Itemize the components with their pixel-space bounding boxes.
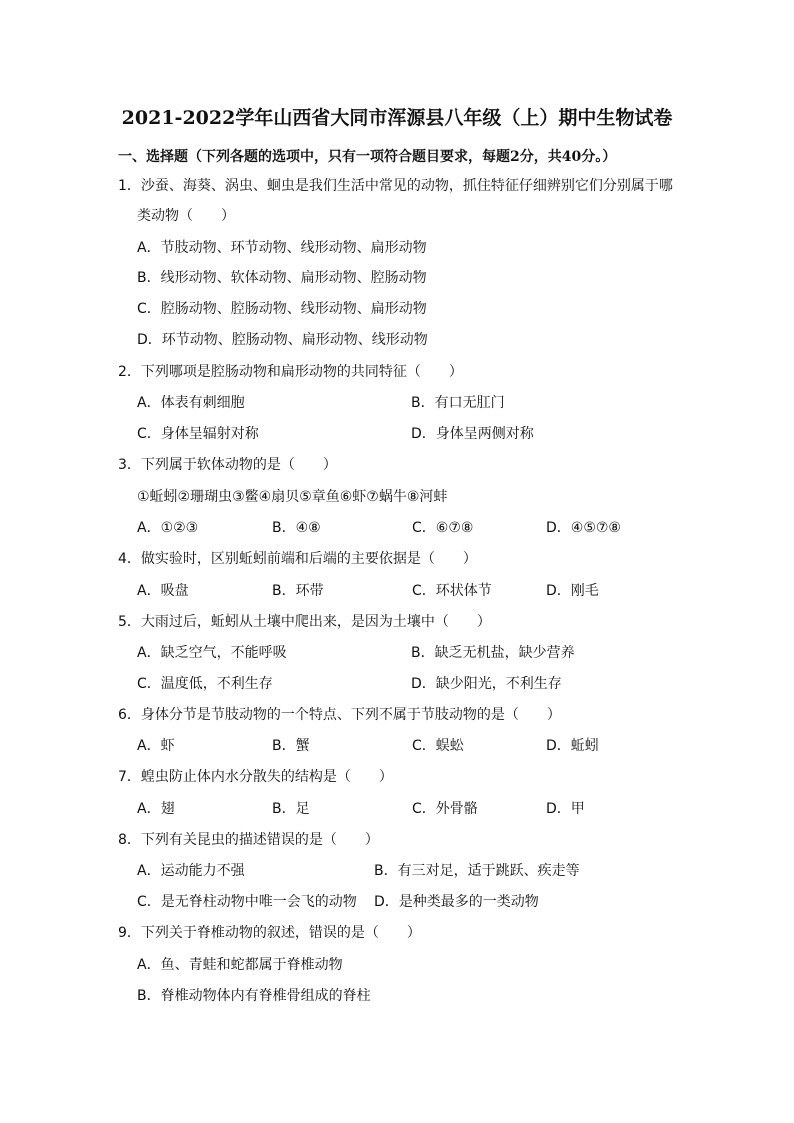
question-2-option-d[interactable]: D．身体呈两侧对称 (411, 426, 534, 442)
question-7-option-a[interactable]: A．翅 (137, 801, 175, 817)
question-4-stem: 4．做实验时，区别蚯蚓前端和后端的主要依据是（ ） (118, 551, 477, 567)
question-7-option-d[interactable]: D．甲 (546, 801, 585, 817)
question-7-option-c[interactable]: C．外骨骼 (412, 801, 478, 817)
question-9-option-a[interactable]: A．鱼、青蛙和蛇都属于脊椎动物 (137, 957, 343, 973)
question-9-stem: 9．下列关于脊椎动物的叙述，错误的是（ ） (118, 925, 421, 941)
question-1-stem: 1．沙蚕、海葵、涡虫、蛔虫是我们生活中常见的动物，抓住特征仔细辨别它们分别属于哪 (118, 178, 673, 194)
question-2-option-c[interactable]: C．身体呈辐射对称 (137, 426, 259, 442)
question-7-option-b[interactable]: B．足 (272, 801, 310, 817)
question-6-option-a[interactable]: A．虾 (137, 738, 175, 754)
question-2-option-a[interactable]: A．体表有刺细胞 (137, 395, 245, 411)
question-4-option-a[interactable]: A．吸盘 (137, 583, 189, 599)
section-heading: 一、选择题（下列各题的选项中，只有一项符合题目要求，每题2分，共40分。） (118, 149, 617, 165)
question-6-option-b[interactable]: B．蟹 (272, 738, 310, 754)
question-3-option-c[interactable]: C．⑥⑦⑧ (412, 520, 474, 536)
question-9-option-b[interactable]: B．脊椎动物体内有脊椎骨组成的脊柱 (137, 988, 371, 1004)
question-4-option-d[interactable]: D．刚毛 (546, 583, 599, 599)
question-3-material: ①蚯蚓②珊瑚虫③鳖④扇贝⑤章鱼⑥虾⑦蜗牛⑧河蚌 (137, 489, 448, 505)
question-1-option-a[interactable]: A．节肢动物、环节动物、线形动物、扁形动物 (137, 240, 427, 256)
question-4-option-b[interactable]: B．环带 (272, 583, 324, 599)
question-5-option-a[interactable]: A．缺乏空气，不能呼吸 (137, 645, 287, 661)
question-1-option-b[interactable]: B．线形动物、软体动物、扁形动物、腔肠动物 (137, 270, 427, 286)
question-2-stem: 2．下列哪项是腔肠动物和扁形动物的共同特征（ ） (118, 364, 463, 380)
question-8-option-d[interactable]: D．是种类最多的一类动物 (374, 894, 539, 910)
question-8-option-b[interactable]: B．有三对足，适于跳跃、疾走等 (374, 863, 580, 879)
question-5-option-d[interactable]: D．缺少阳光，不利生存 (411, 676, 562, 692)
question-2-option-b[interactable]: B．有口无肛门 (411, 395, 505, 411)
question-5-option-b[interactable]: B．缺乏无机盐，缺少营养 (411, 645, 575, 661)
page-title: 2021-2022学年山西省大同市浑源县八年级（上）期中生物试卷 (121, 107, 673, 129)
question-8-option-c[interactable]: C．是无脊柱动物中唯一会飞的动物 (137, 894, 357, 910)
question-5-stem: 5．大雨过后，蚯蚓从土壤中爬出来，是因为土壤中（ ） (118, 614, 491, 630)
question-3-option-d[interactable]: D．④⑤⑦⑧ (546, 520, 621, 536)
question-3-stem: 3．下列属于软体动物的是（ ） (118, 457, 337, 473)
question-6-option-c[interactable]: C．蜈蚣 (412, 738, 464, 754)
question-3-option-b[interactable]: B．④⑧ (272, 520, 321, 536)
question-1-option-d[interactable]: D．环节动物、腔肠动物、扁形动物、线形动物 (137, 332, 428, 348)
question-3-option-a[interactable]: A．①②③ (137, 520, 199, 536)
question-7-stem: 7．蝗虫防止体内水分散失的结构是（ ） (118, 769, 393, 785)
question-8-option-a[interactable]: A．运动能力不强 (137, 863, 245, 879)
question-6-option-d[interactable]: D．蚯蚓 (546, 738, 599, 754)
question-8-stem: 8．下列有关昆虫的描述错误的是（ ） (118, 832, 379, 848)
question-1-stem-continued: 类动物（ ） (137, 208, 235, 224)
question-6-stem: 6．身体分节是节肢动物的一个特点、下列不属于节肢动物的是（ ） (118, 707, 561, 723)
question-5-option-c[interactable]: C．温度低，不利生存 (137, 676, 273, 692)
question-1-option-c[interactable]: C．腔肠动物、腔肠动物、线形动物、扁形动物 (137, 301, 427, 317)
question-4-option-c[interactable]: C．环状体节 (412, 583, 492, 599)
